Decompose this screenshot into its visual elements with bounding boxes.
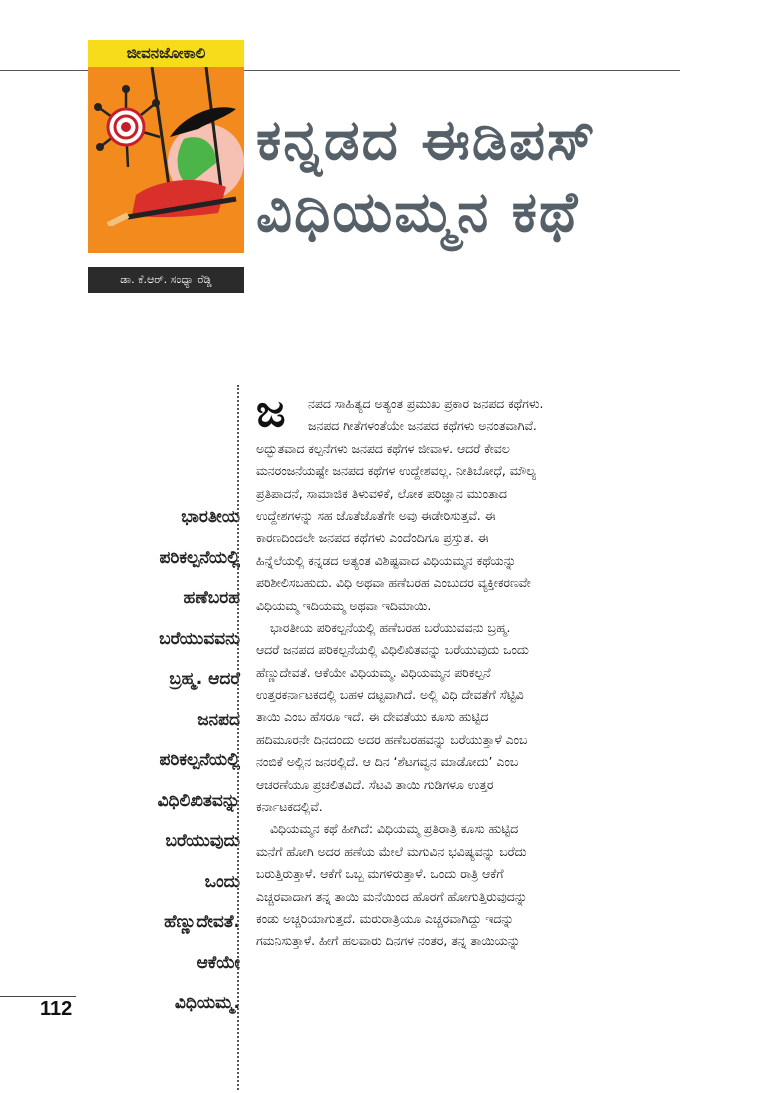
swing-illustration — [88, 67, 244, 226]
pull-quote-line: ಜನಪದ — [197, 709, 240, 730]
article-line: ಹದಿಮೂರನೇ ದಿನದಂದು ಅದರ ಹಣೆಬರಹವನ್ನು ಬರೆಯುತ್ತಾಳೆ ಎಂಬ — [256, 731, 528, 747]
article-line: ಪರಿಶೀಲಿಸಬಹುದು. ವಿಧಿ ಅಥವಾ ಹಣೆಬರಹ ಎಂಬುದರ ವ್ಯಕ್ತೀಕರಣವೇ — [256, 575, 531, 591]
article-line: ಮನೆಗೆ ಹೋಗಿ ಅದರ ಹಣೆಯ ಮೇಲೆ ಮಗುವಿನ ಭವಿಷ್ಯವನ್ನು ಬರೆದು — [256, 843, 527, 859]
pull-quote-line: ಬರೆಯುವುದು — [165, 831, 240, 851]
article-body — [256, 393, 671, 953]
article-line: ಮನರಂಜನೆಯಷ್ಟೇ ಜನಪದ ಕಥೆಗಳ ಉದ್ದೇಶವಲ್ಲ. ನೀತಿಬೋಧೆ, ಮೌಲ್ಯ — [256, 463, 536, 479]
headline — [256, 105, 736, 249]
pull-quote-line: ವಿಧಿಲಿಖಿತವನ್ನು — [157, 790, 240, 811]
article-line: ವಿಧಿಯಮ್ಮ ಇದಿಯಮ್ಮ ಅಥವಾ ಇದಿಮಾಯಿ. — [256, 597, 432, 613]
column-badge — [88, 40, 244, 286]
article-line: ಅದ್ಭುತವಾದ ಕಲ್ಪನೆಗಳು ಜನಪದ ಕಥೆಗಳ ಜೀವಾಳ. ಆದರೆ ಕೇವಲ — [256, 440, 510, 456]
article-line: ಗಮನಿಸುತ್ತಾಳೆ. ಹೀಗೆ ಹಲವಾರು ದಿನಗಳ ನಂತರ, ತನ್ನ ತಾಯಿಯನ್ನು — [256, 933, 521, 949]
pull-quote — [100, 497, 240, 1024]
article-line: ಆದರೆ ಜನಪದ ಪರಿಕಲ್ಪನೆಯಲ್ಲಿ ವಿಧಿಲಿಖಿತವನ್ನು ಬರೆಯುವುದು ಒಂದು — [256, 642, 529, 658]
pull-quote-line: ಬರೆಯುವವನು — [159, 628, 240, 649]
column-divider — [237, 385, 239, 1090]
author-name: ಡಾ. ಕೆ.ಆರ್. ಸಂಧ್ಯಾ ರೆಡ್ಡಿ — [88, 267, 244, 293]
column-label: ಜೀವನಜೋಕಾಲಿ — [88, 40, 244, 67]
page-number-rule — [0, 996, 76, 997]
article-line: ತಾಯಿ ಎಂಬ ಹೆಸರೂ ಇದೆ. ಈ ದೇವತೆಯು ಕೂಸು ಹುಟ್ಟಿದ — [256, 709, 489, 725]
article-line: ಉದ್ದೇಶಗಳನ್ನು ಸಹ ಜೊತೆಜೊತೆಗೇ ಅವು ಈಡೇರಿಸುತ್ತವೆ. ಈ — [256, 507, 496, 523]
article-line: ನಪದ ಸಾಹಿತ್ಯದ ಅತ್ಯಂತ ಪ್ರಮುಖ ಪ್ರಕಾರ ಜನಪದ ಕಥೆಗಳು. — [308, 396, 544, 411]
pull-quote-line: ಭಾರತೀಯ — [181, 507, 240, 527]
headline-line-1: ಕನ್ನಡದ ಈಡಿಪಸ್ — [256, 108, 597, 173]
article-line: ಕಂಡು ಅಚ್ಚರಿಯಾಗುತ್ತದೆ. ಮರುರಾತ್ರಿಯೂ ಎಚ್ಚರವಾಗಿದ್ದು ಇದನ್ನು — [256, 910, 514, 926]
article-line: ಎಚ್ಚರವಾದಾಗ ತನ್ನ ತಾಯಿ ಮನೆಯಿಂದ ಹೊರಗೆ ಹೋಗುತ್ತಿರುವುದನ್ನು — [256, 888, 528, 904]
pull-quote-line: ಬ್ರಹ್ಮ. ಆದರೆ — [169, 669, 240, 689]
article-line: ನಂಬಿಕೆ ಅಲ್ಲಿನ ಜನರಲ್ಲಿದೆ. ಆ ದಿನ ‘ಶೆಟಗವ್ವನ ಮಾಡೋದು’ ಎಂಬ — [256, 754, 519, 770]
pull-quote-line: ಪರಿಕಲ್ಪನೆಯಲ್ಲಿ — [159, 547, 240, 568]
article-line: ಹಿನ್ನೆಲೆಯಲ್ಲಿ ಕನ್ನಡದ ಅತ್ಯಂತ ವಿಶಿಷ್ಟವಾದ ವಿಧಿಯಮ್ಮನ ಕಥೆಯನ್ನು — [256, 552, 517, 568]
pull-quote-line: ಹಣೆಬರಹ — [183, 588, 240, 608]
article-line: ಪ್ರತಿಪಾದನೆ, ಸಾಮಾಜಿಕ ತಿಳುವಳಿಕೆ, ಲೋಕ ಪರಿಜ್ಞಾನ ಮುಂತಾದ — [256, 485, 507, 501]
article-line: ಬರುತ್ತಿರುತ್ತಾಳೆ. ಆಕೆಗೆ ಒಬ್ಬ ಮಗಳಿರುತ್ತಾಳೆ. ಒಂದು ರಾತ್ರಿ ಆಕೆಗೆ — [256, 866, 504, 882]
pull-quote-line: ವಿಧಿಯಮ್ಮ. — [174, 993, 240, 1013]
pull-quote-line: ಪರಿಕಲ್ಪನೆಯಲ್ಲಿ — [159, 750, 240, 770]
article-line: ಕಾರಣದಿಂದಲೇ ಜನಪದ ಕಥೆಗಳು ಎಂದೆಂದಿಗೂ ಪ್ರಸ್ತುತ. ಈ — [256, 530, 489, 546]
article-line: ಆಚರಣೆಯೂ ಪ್ರಚಲಿತವಿದೆ. ಸೆಟವಿ ತಾಯಿ ಗುಡಿಗಳೂ ಉತ್ತರ — [256, 776, 494, 792]
drop-cap: ಜ — [256, 386, 286, 437]
article-line: ಕರ್ನಾಟಕದಲ್ಲಿವೆ. — [256, 799, 323, 815]
page-number: 112 — [40, 998, 73, 1020]
article-line: ಜನಪದ ಗೀತೆಗಳಂತೆಯೇ ಜನಪದ ಕಥೆಗಳು ಅನಂತವಾಗಿವೆ. — [308, 418, 537, 434]
pull-quote-line: ಆಕೆಯೇ — [196, 952, 240, 973]
pull-quote-line: ಒಂದು — [204, 871, 240, 892]
article-line: ವಿಧಿಯಮ್ಮನ ಕಥೆ ಹೀಗಿದೆ: ವಿಧಿಯಮ್ಮ ಪ್ರತಿರಾತ್ರಿ ಕೂಸು ಹುಟ್ಟಿದ — [270, 821, 519, 837]
article-line: ಉತ್ತರಕರ್ನಾಟಕದಲ್ಲಿ ಬಹಳ ದಟ್ಟವಾಗಿದೆ. ಅಲ್ಲಿ ವಿಧಿ ದೇವತೆಗೆ ಸೆಟ್ಟಿವಿ — [256, 687, 524, 703]
headline-line-2: ವಿಧಿಯಮ್ಮನ ಕಥೆ — [256, 180, 580, 245]
article-line: ಹೆಣ್ಣುದೇವತೆ. ಆಕೆಯೇ ವಿಧಿಯಮ್ಮ. ವಿಧಿಯಮ್ಮನ ಪರಿಕಲ್ಪನೆ — [256, 664, 491, 680]
article-line: ಭಾರತೀಯ ಪರಿಕಲ್ಪನೆಯಲ್ಲಿ ಹಣೆಬರಹ ಬರೆಯುವವನು ಬ್ರಹ್ಮ. — [270, 619, 511, 635]
pull-quote-line: ಹೆಣ್ಣುದೇವತೆ. — [164, 912, 240, 932]
